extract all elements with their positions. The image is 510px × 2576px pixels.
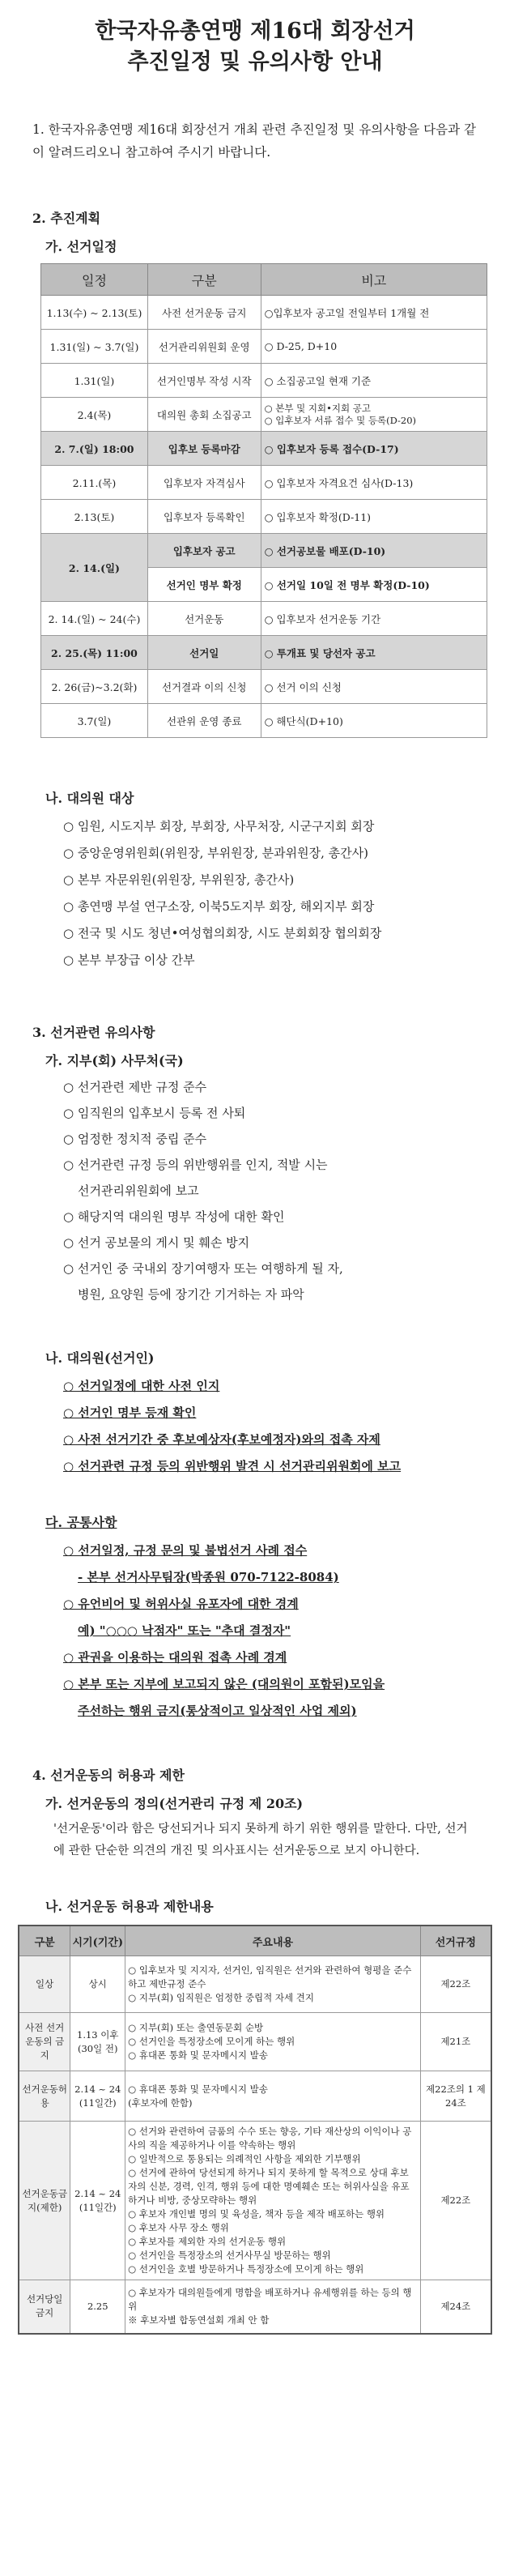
schedule-category: 선거인명부 작성 시작 (147, 364, 261, 398)
reg-content: ○ 선거와 관련하여 금품의 수수 또는 향응, 기타 재산상의 이익이나 공사의 직을 제공하거나 이를 약속하는 행위 ○ 일반적으로 통용되는 의례적인 사항을 제외한 기부행위 ○ 선거에 관하여 당선되게 하거나 되지 못하게 할 목적으로 상대 후보자의 신분, 경력, 인격, 행위 등에 대한 명예훼손 또는 허위사실을 유포하거나 비방, 중상모략하는 행위 ○ 후보자 개인별 명의 및 육성을, 책자 등을 제작 배포하는 행위 ○ 후보자 사무 장소 행위 ○ 후보자를 제외한 자의 선거운동 행위 ○ 선거인을 특정장소의 선거사무실 방문하는 행위 ○ 선거인을 호별 방문하거나 특정장소에 모이게 하는 행위 (125, 2122, 421, 2280)
schedule-category: 선거운동 (147, 602, 261, 636)
reg-category: 사전 선거운동의 금지 (19, 2013, 70, 2071)
reg-header-content: 주요내용 (125, 1926, 421, 1956)
schedule-remark: ○ 본부 및 지회•지회 공고 ○ 입후보자 서류 접수 및 등록(D-20) (261, 398, 487, 432)
reg-category: 선거운동금지(제한) (19, 2122, 70, 2280)
schedule-date: 2.4(목) (41, 398, 148, 432)
table-row (19, 2280, 491, 2334)
table-row (41, 296, 487, 330)
list-item: ○ 선거 공보물의 게시 및 훼손 방지 (63, 1235, 250, 1250)
list-item: ○ 선거일정, 규정 문의 및 불법선거 사례 접수 (63, 1543, 308, 1558)
reg-period: 2.14 ~ 24 (11일간) (70, 2071, 125, 2122)
list-item: 병원, 요양원 등에 장기간 기거하는 자 파악 (78, 1287, 304, 1302)
reg-category: 일상 (19, 1956, 70, 2013)
reg-period: 2.14 ~ 24 (11일간) (70, 2122, 125, 2280)
schedule-date: 1.31(일) ~ 3.7(일) (41, 330, 148, 364)
table-row (19, 1956, 491, 2013)
list-item: ○ 선거관련 제반 규정 준수 (63, 1080, 207, 1094)
list-item: ○ 본부 또는 지부에 보고되지 않은 (대의원이 포함된)모임을 (63, 1677, 385, 1691)
schedule-category: 입후보자 등록확인 (147, 500, 261, 534)
reg-category: 선거당일 금지 (19, 2280, 70, 2334)
schedule-remark: ○ 입후보자 자격요건 심사(D-13) (261, 466, 487, 500)
title-line-2: 추진일정 및 유의사항 안내 (127, 49, 383, 75)
schedule-header-date: 일정 (41, 264, 148, 296)
table-row (41, 670, 487, 704)
schedule-remark: ○ 입후보자 확정(D-11) (261, 500, 487, 534)
section-4-heading: 4. 선거운동의 허용과 제한 (32, 1768, 185, 1783)
reg-header-period: 시기(기간) (70, 1926, 125, 1956)
section-2-heading: 2. 추진계획 (32, 211, 101, 226)
table-row (41, 704, 487, 738)
list-item: ○ 총연맹 부설 연구소장, 이북5도지부 회장, 해외지부 회장 (63, 899, 375, 914)
section-3-heading: 3. 선거관련 유의사항 (32, 1025, 155, 1040)
list-item: ○ 유언비어 및 허위사실 유포자에 대한 경계 (63, 1597, 299, 1611)
table-row (41, 500, 487, 534)
schedule-date: 1.13(수) ~ 2.13(토) (41, 296, 148, 330)
definition-heading: 가. 선거운동의 정의(선거관리 규정 제 20조) (45, 1796, 304, 1811)
table-row (41, 398, 487, 432)
schedule-category: 선거인 명부 확정 (147, 568, 261, 602)
schedule-header-row (41, 264, 487, 296)
regulation-table (18, 1925, 492, 2335)
schedule-date: 2.11.(목) (41, 466, 148, 500)
list-item: ○ 임원, 시도지부 회장, 부회장, 사무처장, 시군구지회 회장 (63, 819, 375, 834)
reg-rule: 제24조 (420, 2280, 491, 2334)
schedule-category: 입후보자 자격심사 (147, 466, 261, 500)
schedule-category: 대의원 총회 소집공고 (147, 398, 261, 432)
reg-rule: 제22조 (420, 1956, 491, 2013)
page-title (0, 16, 510, 78)
reg-content: ○ 입후보자 및 지지자, 선거인, 임직원은 선거와 관련하여 형평을 준수하고 제반규정 준수 ○ 지부(회) 임직원은 엄정한 중립적 자세 견지 (125, 1956, 421, 2013)
table-row (41, 432, 487, 466)
regulation-header-row (19, 1926, 491, 1956)
common-heading: 다. 공통사항 (45, 1515, 117, 1530)
list-item: 예) "○○○ 낙점자" 또는 "추대 결정자" (78, 1623, 291, 1638)
reg-rule: 제22조의 1 제24조 (420, 2071, 491, 2122)
table-row (41, 364, 487, 398)
schedule-remark: ○ 선거 이의 신청 (261, 670, 487, 704)
branch-list (63, 1074, 510, 1307)
list-item: ○ 선거인 명부 등재 확인 (63, 1405, 197, 1420)
reg-category: 선거운동허용 (19, 2071, 70, 2122)
delegate-duty-heading: 나. 대의원(선거인) (45, 1350, 155, 1366)
list-item: ○ 해당지역 대의원 명부 작성에 대한 확인 (63, 1209, 285, 1224)
schedule-heading: 가. 선거일정 (45, 239, 117, 254)
list-item: ○ 관권을 이용하는 대의원 접촉 사례 경계 (63, 1650, 287, 1665)
schedule-table (40, 263, 487, 738)
list-item: ○ 전국 및 시도 청년•여성협의회장, 시도 분회회장 협의회장 (63, 926, 382, 940)
schedule-date: 2.13(토) (41, 500, 148, 534)
schedule-category: 입후보자 공고 (147, 534, 261, 568)
schedule-category: 사전 선거운동 금지 (147, 296, 261, 330)
table-row (19, 2013, 491, 2071)
regulation-heading: 나. 선거운동 허용과 제한내용 (45, 1899, 214, 1914)
schedule-remark: ○ 입후보자 등록 접수(D-17) (261, 432, 487, 466)
list-item: ○ 엄정한 정치적 중립 준수 (63, 1132, 207, 1146)
reg-content: ○ 지부(회) 또는 출연동문회 순방 ○ 선거인을 특정장소에 모이게 하는 행위 ○ 휴대폰 통화 및 문자메시지 발송 (125, 2013, 421, 2071)
schedule-remark: ○ D-25, D+10 (261, 330, 487, 364)
table-row (19, 2071, 491, 2122)
common-list (63, 1537, 510, 1725)
list-item: - 본부 선거사무팀장(박종원 070-7122-8084) (78, 1570, 339, 1584)
table-row (41, 602, 487, 636)
schedule-remark: ○ 해단식(D+10) (261, 704, 487, 738)
schedule-date: 2. 14.(일) ~ 24(수) (41, 602, 148, 636)
branch-heading: 가. 지부(회) 사무처(국) (45, 1053, 184, 1068)
delegates-heading: 나. 대의원 대상 (45, 791, 134, 806)
table-row (41, 534, 487, 568)
list-item: ○ 선거인 중 국내외 장기여행자 또는 여행하게 될 자, (63, 1261, 343, 1276)
schedule-date: 2. 14.(일) (41, 534, 148, 602)
schedule-category: 선거결과 이의 신청 (147, 670, 261, 704)
schedule-header-remarks: 비고 (261, 264, 487, 296)
title-line-1: 한국자유총연맹 제16대 회장선거 (95, 19, 415, 44)
schedule-remark: ○ 소집공고일 현재 기준 (261, 364, 487, 398)
schedule-date: 2. 26(금)~3.2(화) (41, 670, 148, 704)
reg-header-rule: 선거규정 (420, 1926, 491, 1956)
schedule-date: 1.31(일) (41, 364, 148, 398)
intro-paragraph: 1. 한국자유총연맹 제16대 회장선거 개최 관련 추진일정 및 유의사항을 다음과 같이 알려드리오니 참고하여 주시기 바랍니다. (32, 122, 476, 160)
definition-body: '선거운동'이라 함은 당선되거나 되지 못하게 하기 위한 행위를 말한다. 다만, 선거에 관한 단순한 의견의 개진 및 의사표시는 선거운동으로 보지 아니한다. (53, 1823, 468, 1857)
reg-content: ○ 휴대폰 통화 및 문자메시지 발송 (후보자에 한함) (125, 2071, 421, 2122)
list-item: ○ 본부 부장급 이상 간부 (63, 953, 195, 967)
list-item: ○ 선거관련 규정 등의 위반행위 발견 시 선거관리위원회에 보고 (63, 1459, 402, 1474)
schedule-category: 선관위 운영 종료 (147, 704, 261, 738)
schedule-remark: ○ 선거일 10일 전 명부 확정(D-10) (261, 568, 487, 602)
table-row (41, 636, 487, 670)
delegate-duty-list (63, 1373, 510, 1480)
list-item: ○ 본부 자문위원(위원장, 부위원장, 총간사) (63, 872, 295, 887)
delegates-list (63, 813, 510, 974)
list-item: ○ 임직원의 입후보시 등록 전 사퇴 (63, 1106, 246, 1120)
reg-header-category: 구분 (19, 1926, 70, 1956)
schedule-remark: ○ 입후보자 선거운동 기간 (261, 602, 487, 636)
list-item: 선거관리위원회에 보고 (78, 1184, 199, 1198)
table-row (41, 466, 487, 500)
list-item: ○ 사전 선거기간 중 후보예상자(후보예정자)와의 접촉 자제 (63, 1432, 380, 1447)
table-row (41, 330, 487, 364)
schedule-remark: ○ 투개표 및 당선자 공고 (261, 636, 487, 670)
schedule-date: 2. 25.(목) 11:00 (41, 636, 148, 670)
list-item: ○ 선거관련 규정 등의 위반행위를 인지, 적발 시는 (63, 1158, 328, 1172)
schedule-date: 3.7(일) (41, 704, 148, 738)
reg-period: 2.25 (70, 2280, 125, 2334)
reg-period: 1.13 이후 (30일 전) (70, 2013, 125, 2071)
reg-content: ○ 후보자가 대의원들에게 명함을 배포하거나 유세행위를 하는 등의 행위 ※ 후보자별 합동연설회 개최 안 함 (125, 2280, 421, 2334)
schedule-remark: ○ 선거공보물 배포(D-10) (261, 534, 487, 568)
schedule-date: 2. 7.(일) 18:00 (41, 432, 148, 466)
list-item: ○ 선거일정에 대한 사전 인지 (63, 1379, 220, 1393)
table-row (19, 2122, 491, 2280)
schedule-header-category: 구분 (147, 264, 261, 296)
schedule-category: 입후보 등록마감 (147, 432, 261, 466)
reg-rule: 제21조 (420, 2013, 491, 2071)
list-item: ○ 중앙운영위원회(위원장, 부위원장, 분과위원장, 총간사) (63, 846, 368, 860)
schedule-category: 선거일 (147, 636, 261, 670)
schedule-category: 선거관리위원회 운영 (147, 330, 261, 364)
schedule-remark: ○입후보자 공고일 전일부터 1개월 전 (261, 296, 487, 330)
reg-rule: 제22조 (420, 2122, 491, 2280)
reg-period: 상시 (70, 1956, 125, 2013)
list-item: 주선하는 행위 금지(통상적이고 일상적인 사업 제외) (78, 1704, 357, 1718)
